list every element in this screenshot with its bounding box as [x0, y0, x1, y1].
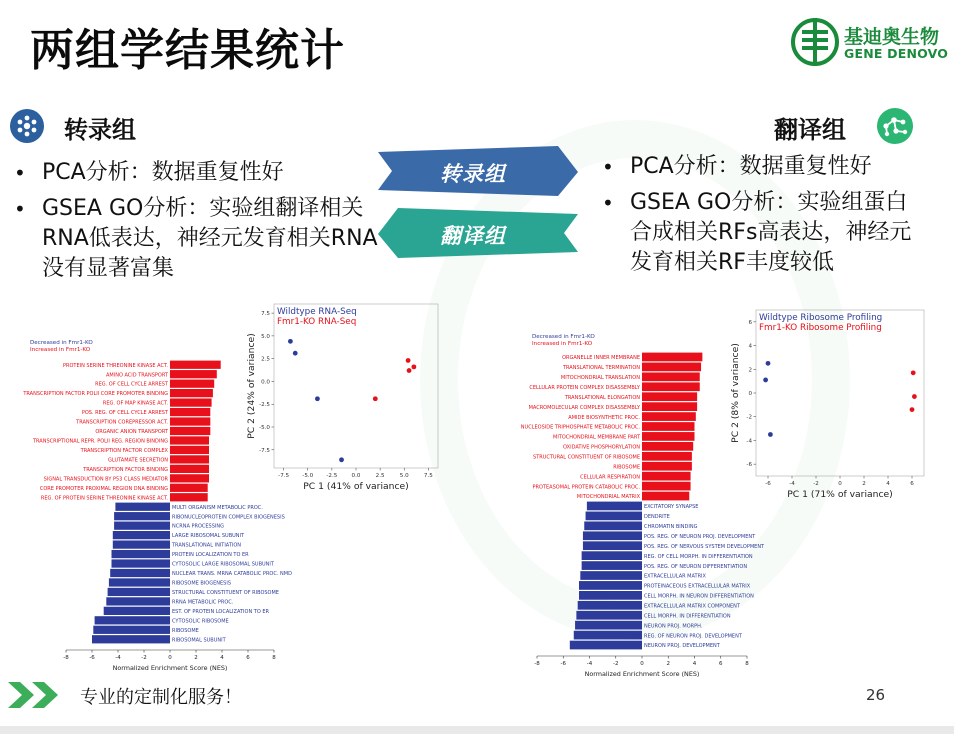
gsea-term-label: EXTRACELLULAR MATRIX COMPONENT: [644, 603, 740, 610]
page-number: 26: [866, 686, 886, 704]
gsea-term-label: PROTEINACEOUS EXTRACELLULAR MATRIX: [644, 583, 751, 590]
x-tick-label: 4: [692, 661, 697, 667]
gsea-bar: [584, 521, 642, 530]
x-tick-label: -2: [141, 655, 147, 661]
rna-pca-scatter-plot: [242, 300, 442, 500]
gsea-term-label: RIBOSOME: [613, 464, 640, 471]
gsea-bar: [642, 472, 691, 481]
gsea-bar: [582, 551, 642, 560]
gsea-term-label: CORE PROMOTER PROXIMAL REGION DNA BINDING: [39, 485, 168, 492]
ko-point: [912, 394, 917, 399]
gear-network-icon: [10, 109, 44, 143]
gsea-bar: [586, 512, 642, 521]
gsea-term-label: RIBONUCLEOPROTEIN COMPLEX BIOGENESIS: [172, 514, 285, 521]
y-tick-label: 7.5: [261, 311, 270, 318]
gsea-bar: [170, 370, 217, 378]
x-tick-label: -6: [89, 655, 95, 661]
legend-wildtype: Wildtype Ribosome Profiling: [759, 313, 883, 323]
gsea-term-label: LARGE RIBOSOMAL SUBUNIT: [172, 533, 245, 540]
y-tick-label: 2: [748, 367, 752, 374]
gsea-term-label: TRANSCRIPTION COREPRESSOR ACT.: [76, 419, 168, 426]
gsea-bar: [114, 512, 170, 520]
y-tick-label: -4: [746, 438, 752, 445]
gsea-bar: [112, 550, 171, 558]
y-tick-label: 0: [748, 391, 752, 397]
gsea-bar: [587, 502, 642, 511]
x-tick-label: 5.0: [399, 473, 409, 479]
gsea-bar: [108, 588, 170, 596]
gsea-bar: [170, 398, 212, 406]
logo-name-en: GENE DENOVO: [844, 46, 949, 61]
gsea-term-label: NUCLEOSIDE TRIPHOSPHATE METABOLIC PROC.: [520, 424, 640, 431]
legend-decreased: Decreased in Fmr1-KO: [532, 334, 595, 340]
gsea-term-label: POS. REG. OF NERVOUS SYSTEM DEVELOPMENT: [644, 543, 765, 550]
y-tick-label: 2.5: [261, 356, 270, 363]
gsea-term-label: STRUCTURAL CONSTITUENT OF RIBOSOME: [172, 590, 279, 597]
gsea-term-label: REG. OF CELL MORPH. IN DIFFERENTIATION: [644, 553, 753, 560]
wildtype-point: [763, 378, 768, 383]
gsea-bar: [170, 417, 210, 425]
gsea-bar: [93, 626, 170, 634]
gsea-term-label: TRANSLATIONAL INITIATION: [172, 542, 242, 549]
x-tick-label: 0: [838, 481, 842, 487]
gsea-bar: [170, 465, 209, 473]
gsea-bar: [642, 462, 692, 471]
gsea-term-label: MACROMOLECULAR COMPLEX DISASSEMBLY: [528, 404, 640, 411]
x-tick-label: 2: [194, 655, 198, 661]
y-tick-label: -2: [746, 414, 752, 421]
gsea-bar: [642, 492, 689, 501]
gsea-term-label: RRNA METABOLIC PROC.: [172, 599, 234, 606]
gsea-bar: [170, 389, 213, 397]
gsea-bar: [170, 484, 208, 492]
gsea-term-label: POS. REG. OF NEURON DIFFERENTIATION: [644, 563, 748, 570]
y-tick-label: 5.0: [261, 333, 270, 340]
x-tick-label: -7.5: [278, 473, 290, 479]
x-tick-label: 6: [910, 481, 914, 487]
legend-increased: Increased in Fmr1-KO: [532, 341, 593, 347]
gsea-bar: [642, 372, 700, 381]
gsea-bar: [170, 427, 210, 435]
gsea-term-label: RIBOSOMAL SUBUNIT: [172, 637, 226, 644]
wildtype-point: [768, 432, 773, 437]
x-tick-label: 0: [640, 661, 644, 667]
gsea-term-label: NCRNA PROCESSING: [172, 523, 224, 530]
y-tick-label: 0.0: [261, 379, 270, 386]
right-section-title: 翻译组: [774, 116, 846, 144]
gsea-term-label: TRANSCRIPTION FACTOR BINDING: [83, 466, 168, 473]
gsea-term-label: REG. OF MAP KINASE ACT.: [102, 400, 168, 407]
x-tick-label: -4: [115, 655, 121, 661]
x-tick-label: -2.5: [326, 473, 338, 479]
company-logo: [790, 12, 950, 72]
ko-point: [411, 364, 416, 369]
x-tick-label: -2: [813, 481, 819, 487]
gsea-term-label: RIBOSOME BIOGENESIS: [172, 580, 231, 587]
arrow-label-transcriptome: 转录组: [440, 162, 506, 186]
gsea-term-label: STRUCTURAL CONSTITUENT OF RIBOSOME: [533, 454, 640, 461]
gsea-bar: [578, 601, 642, 610]
y-tick-label: 6: [748, 319, 752, 326]
gsea-term-label: CELLULAR RESPIRATION: [580, 474, 640, 481]
ko-point: [910, 407, 915, 412]
gsea-bar: [104, 607, 170, 615]
x-tick-label: 0: [168, 655, 172, 661]
gsea-bar: [170, 493, 208, 501]
x-tick-label: 2: [862, 481, 866, 487]
wildtype-point: [766, 361, 771, 366]
x-tick-label: -6: [560, 661, 566, 667]
ko-point: [406, 358, 411, 363]
gsea-bar: [579, 591, 642, 600]
gsea-term-label: EXTRACELLULAR MATRIX: [644, 573, 706, 580]
gsea-bar: [642, 353, 702, 362]
left-section-title: 转录组: [64, 116, 136, 144]
gsea-bar: [574, 631, 642, 640]
x-tick-label: 8: [272, 655, 276, 661]
gsea-term-label: REG. OF NEURON PROJ. DEVELOPMENT: [644, 633, 742, 640]
gsea-term-label: CELL MORPH. IN DIFFERENTIATION: [644, 613, 731, 620]
x-tick-label: 0.0: [351, 473, 361, 479]
bottom-divider: [0, 726, 954, 734]
molecule-network-icon: [877, 108, 913, 144]
arrow-label-translatome: 翻译组: [440, 224, 506, 248]
y-tick-label: -7.5: [259, 447, 270, 454]
gsea-bar: [583, 541, 642, 550]
x-tick-label: 4: [886, 481, 890, 487]
gsea-term-label: EXCITATORY SYNAPSE: [644, 504, 699, 511]
wildtype-point: [288, 339, 293, 344]
x-tick-label: -2: [613, 661, 619, 667]
logo-name-cn: 基迪奥生物: [844, 26, 940, 48]
x-tick-label: 7.5: [423, 473, 433, 479]
ribo-pca-scatter-plot: [728, 306, 928, 506]
gsea-bar: [642, 482, 691, 491]
gsea-term-label: CYTOSOLIC LARGE RIBOSOMAL SUBUNIT: [172, 561, 274, 568]
gsea-bar: [170, 446, 209, 454]
gsea-bar: [113, 540, 170, 548]
right-bullet-pca: • PCA分析：数据重复性好: [598, 152, 923, 182]
x-tick-label: 6: [719, 661, 723, 667]
gsea-term-label: MITOCHONDRIAL TRANSLATION: [560, 375, 640, 382]
gsea-term-label: TRANSCRIPTION FACTOR COMPLEX: [80, 448, 168, 455]
y-tick-label: -6: [746, 462, 752, 469]
gsea-bar: [95, 616, 170, 624]
gsea-term-label: OXIDATIVE PHOSPHORYLATION: [563, 444, 640, 451]
footer-slogan: 专业的定制化服务！: [80, 687, 242, 708]
y-axis-title: PC 2 (24% of variance): [246, 333, 257, 439]
left-bullet-pca: • PCA分析：数据重复性好: [10, 158, 380, 188]
x-tick-label: -4: [586, 661, 593, 667]
legend-increased: Increased in Fmr1-KO: [30, 347, 91, 353]
gsea-bar: [642, 422, 695, 431]
double-chevron-icon: [8, 680, 68, 710]
gsea-term-label: DENDRITE: [644, 514, 670, 521]
wildtype-point: [293, 351, 298, 356]
ko-point: [373, 396, 378, 401]
ko-point: [407, 368, 412, 373]
y-axis-title: PC 2 (8% of variance): [730, 343, 741, 443]
gsea-term-label: AMINO ACID TRANSPORT: [106, 372, 168, 379]
gsea-bar: [580, 571, 642, 580]
gsea-term-label: CYTOSOLIC RIBOSOME: [172, 618, 229, 625]
x-tick-label: 4: [220, 655, 224, 661]
gsea-bar: [642, 392, 697, 401]
gsea-bar: [170, 455, 209, 463]
gsea-bar: [106, 597, 170, 605]
x-tick-label: -5.0: [302, 473, 314, 479]
gsea-term-label: POS. REG. OF NEURON PROJ. DEVELOPMENT: [644, 533, 756, 540]
legend-ko: Fmr1-KO RNA-Seq: [277, 317, 357, 327]
legend-ko: Fmr1-KO Ribosome Profiling: [759, 323, 882, 333]
gsea-term-label: RIBOSOME: [172, 627, 199, 634]
x-tick-label: -4: [789, 481, 795, 487]
gsea-bar: [115, 503, 170, 511]
gsea-bar: [92, 635, 170, 643]
gsea-bar: [575, 621, 642, 630]
gsea-bar: [170, 408, 210, 416]
gsea-term-label: NEURON PROJ. MORPH.: [644, 623, 703, 630]
x-tick-label: -8: [63, 655, 69, 661]
x-tick-label: -8: [534, 661, 540, 667]
gsea-bar: [642, 442, 693, 451]
x-axis-title: Normalized Enrichment Score (NES): [584, 670, 700, 678]
left-bullet-gsea: • GSEA GO分析：实验组翻译相关RNA低表达，神经元发育相关RNA没有显著富集: [10, 194, 380, 284]
x-axis-title: PC 1 (71% of variance): [787, 489, 893, 500]
gsea-bar: [112, 559, 171, 567]
x-tick-label: 2: [666, 661, 670, 667]
gsea-term-label: MULTI ORGANISM METABOLIC PROC.: [172, 504, 263, 511]
gsea-term-label: REG. OF PROTEIN SERINE THREONINE KINASE ACT.: [40, 495, 168, 502]
gsea-term-label: MITOCHONDRIAL MEMBRANE PART: [553, 434, 640, 441]
gsea-bar: [570, 641, 642, 650]
gsea-term-label: TRANSLATIONAL TERMINATION: [562, 365, 640, 372]
gsea-term-label: CELL MORPH. IN NEURON DIFFERENTIATION: [644, 593, 754, 600]
ko-point: [911, 370, 916, 375]
gsea-bar: [642, 402, 697, 411]
gsea-term-label: SIGNAL TRANSDUCTION BY P53 CLASS MEDIATOR: [43, 476, 168, 483]
legend-wildtype: Wildtype RNA-Seq: [277, 307, 357, 317]
gsea-term-label: ORGANIC ANION TRANSPORT: [95, 429, 168, 436]
gsea-bar: [583, 531, 642, 540]
x-axis-title: PC 1 (41% of variance): [303, 481, 409, 492]
gsea-bar: [109, 578, 170, 586]
gsea-bar: [170, 474, 209, 482]
gsea-term-label: ORGANELLE INNER MEMBRANE: [562, 355, 640, 362]
gsea-bar: [576, 611, 642, 620]
gsea-bar: [642, 382, 700, 391]
gsea-term-label: AMIDE BIOSYNTHETIC PROC.: [568, 414, 640, 421]
y-tick-label: -5.0: [259, 425, 270, 431]
gsea-term-label: CHROMATIN BINDING: [644, 524, 698, 531]
slide-title: 两组学结果统计: [30, 25, 345, 76]
plot-frame: [274, 304, 438, 468]
right-bullet-gsea: • GSEA GO分析：实验组蛋白合成相关RFs高表达，神经元发育相关RF丰度较低: [598, 188, 923, 278]
gsea-term-label: MITOCHONDRIAL MATRIX: [576, 494, 640, 501]
gsea-bar: [579, 581, 642, 590]
y-tick-label: -2.5: [259, 402, 270, 409]
gsea-term-label: PROTEASOMAL PROTEIN CATABOLIC PROC.: [532, 484, 640, 491]
gsea-term-label: PROTEIN LOCALIZATION TO ER: [172, 552, 249, 559]
gsea-term-label: TRANSCRIPTION FACTOR POLII CORE PROMOTER BINDING: [23, 391, 168, 398]
x-tick-label: 6: [246, 655, 250, 661]
right-bullet-list: [598, 152, 923, 278]
y-tick-label: 4: [748, 343, 752, 350]
gsea-bar: [170, 361, 221, 369]
gsea-term-label: GLUTAMATE SECRETION: [108, 457, 168, 464]
gsea-term-label: PROTEIN SERINE THREONINE KINASE ACT.: [62, 362, 168, 369]
gsea-bar: [642, 432, 695, 441]
x-tick-label: 2.5: [375, 473, 385, 479]
gsea-bar: [114, 522, 170, 530]
gsea-term-label: NEURON PROJ. DEVELOPMENT: [644, 643, 720, 650]
gsea-term-label: REG. OF CELL CYCLE ARREST: [95, 381, 168, 388]
x-axis-title: Normalized Enrichment Score (NES): [112, 664, 228, 672]
gsea-bar: [170, 436, 209, 444]
gsea-bar: [642, 452, 692, 461]
gsea-term-label: POS. REG. OF CELL CYCLE ARREST: [81, 410, 168, 417]
gsea-term-label: NUCLEAR TRANS. MRNA CATABOLIC PROC. NMD: [172, 571, 292, 578]
gsea-bar: [642, 412, 696, 421]
gsea-term-label: TRANSCRIPTIONAL REPR. POLII REG. REGION BINDING: [32, 438, 168, 445]
wildtype-point: [315, 396, 320, 401]
gsea-bar: [170, 380, 214, 388]
gsea-bar: [642, 363, 701, 372]
gsea-term-label: EST. OF PROTEIN LOCALIZATION TO ER: [172, 608, 269, 615]
x-tick-label: 8: [745, 661, 749, 667]
gsea-term-label: TRANSLATIONAL ELONGATION: [564, 394, 640, 401]
wildtype-point: [339, 457, 344, 462]
gsea-bar: [582, 561, 642, 570]
gsea-bar: [113, 531, 170, 539]
gsea-term-label: CELLULAR PROTEIN COMPLEX DISASSEMBLY: [529, 384, 640, 391]
gsea-bar: [110, 569, 170, 577]
plot-frame: [756, 310, 924, 476]
x-tick-label: -6: [765, 481, 771, 487]
gene-denovo-logo-icon: [790, 12, 840, 72]
left-bullet-list: [10, 158, 380, 284]
legend-decreased: Decreased in Fmr1-KO: [30, 340, 93, 346]
